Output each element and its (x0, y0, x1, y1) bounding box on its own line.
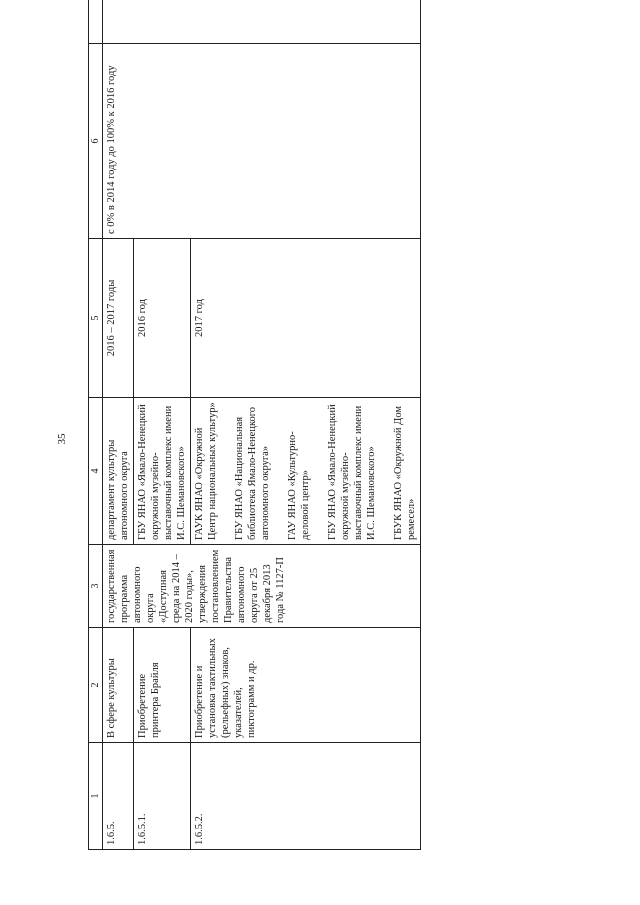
row-number: 1.6.5.1. (134, 743, 191, 850)
row-executor: департамент культуры автономного округа (103, 398, 134, 545)
row-term: 2017 год (191, 239, 421, 398)
rotated-table-container (88, 30, 640, 850)
header-col-1: 1 (89, 743, 103, 850)
row-name: Приобретение принтера Брайля (134, 628, 191, 743)
row-result: с 0% в 2014 году до 100% к 2016 году (103, 44, 421, 239)
header-col-6: 6 (89, 44, 103, 239)
executor-item: ГАУ ЯНАО «Культурно-деловой центр» (287, 431, 311, 540)
page-number: 35 (56, 433, 68, 445)
row-extra (103, 0, 421, 44)
row-name: Приобретение и установка тактильных (рельефных) знаков, указателей, пиктограмм и др. (191, 628, 421, 743)
header-col-5: 5 (89, 239, 103, 398)
row-executors-list (191, 398, 421, 545)
header-col-2: 2 (89, 628, 103, 743)
executor-item: ГБУ ЯНАО «Национальная библиотека Ямало-Ненецкого автономного округа» (234, 406, 271, 540)
row-executor: ГБУ ЯНАО «Ямало-Ненецкий окружной музейно-выставочный комплекс имени И.С. Шемановского» (134, 398, 191, 545)
row-number: 1.6.5. (103, 743, 134, 850)
table-row (103, 0, 134, 850)
executor-item: ГБУ ЯНАО «Ямало-Ненецкий окружной музейно-выставочный комплекс имени И.С. Шемановского» (327, 404, 377, 540)
executor-item: ГАУК ЯНАО «Окружной Центр национальных культур» (194, 402, 218, 540)
row-basis: государственная программа автономного округа «Доступная среда на 2014 – 2020 годы», утверждения постановлением Правительства автономного округа от 25 декабря 2013 года № 1127-П (103, 545, 421, 628)
header-col-4: 4 (89, 398, 103, 545)
measures-table (88, 0, 421, 850)
header-col-3: 3 (89, 545, 103, 628)
row-term: 2016 год (134, 239, 191, 398)
header-col-7 (89, 0, 103, 44)
table-header-row (89, 0, 103, 850)
row-name: В сфере культуры (103, 628, 134, 743)
row-term: 2016 – 2017 годы (103, 239, 134, 398)
row-number: 1.6.5.2. (191, 743, 421, 850)
executor-item: ГБУК ЯНАО «Окружной Дом ремесел» (393, 405, 417, 540)
